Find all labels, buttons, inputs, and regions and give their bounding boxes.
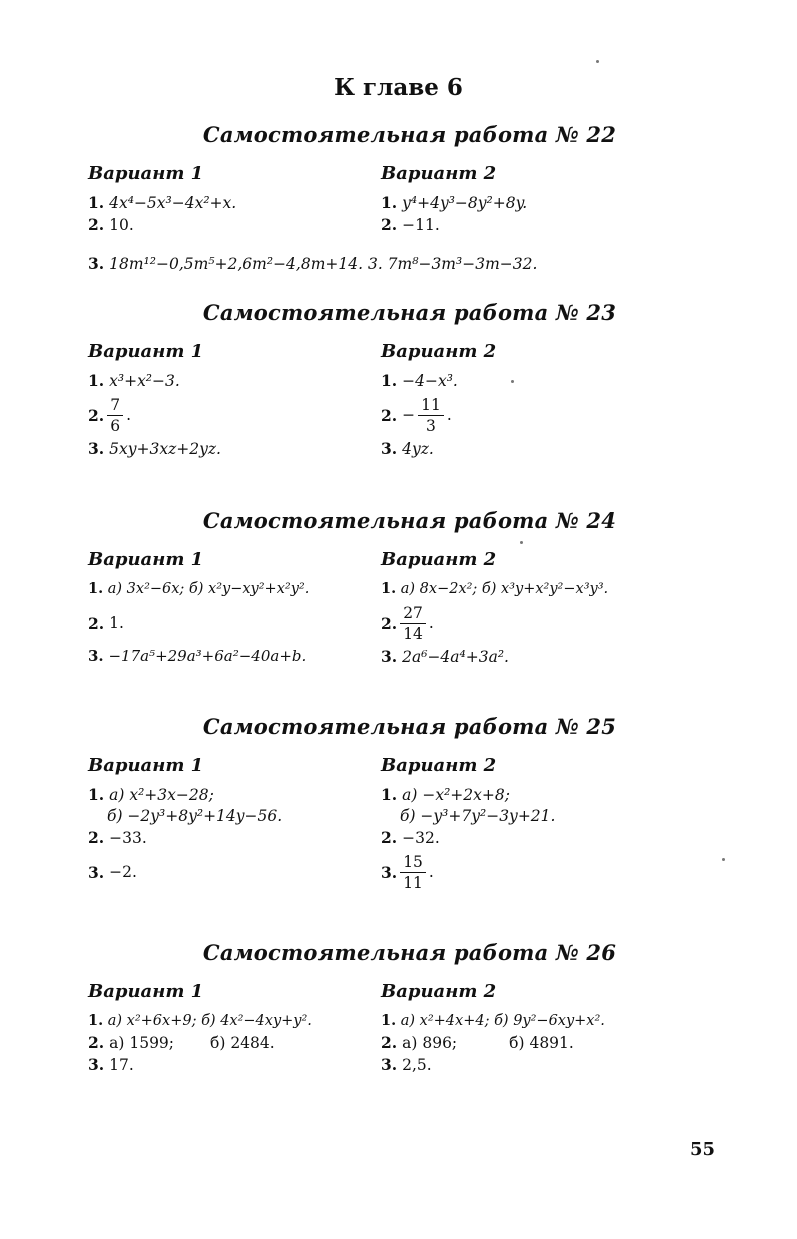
answer-1: 1. x³+x²−3. <box>88 371 180 390</box>
answer-2: 2. $\frac{7}{6}$ . <box>88 395 131 435</box>
answer-3-row: 3. 18m¹²−0,5m⁵+2,6m²−4,8m+14. 3. 7m⁸−3m³−3m−32. <box>88 254 538 273</box>
scan-speck <box>520 541 523 544</box>
answer-2: 2. − $\frac{11}{3}$ . <box>381 395 452 435</box>
page-number: 55 <box>690 1139 716 1160</box>
answer-3: 3. 2,5. <box>381 1055 432 1074</box>
variant-1-label: Вариант 1 <box>88 755 204 776</box>
fraction: $\frac{7}{6}$ <box>107 395 123 436</box>
variant-1-label: Вариант 1 <box>88 163 204 184</box>
variant-1-label: Вариант 1 <box>88 981 204 1002</box>
variant-1-label: Вариант 1 <box>88 549 204 570</box>
variant-2-label: Вариант 2 <box>381 549 497 570</box>
fraction: $\frac{27}{14}$ <box>400 603 426 644</box>
answer-1b: б) −2y³+8y²+14y−56. <box>107 807 283 825</box>
variant-1-column <box>88 341 408 460</box>
variant-1-column <box>88 549 408 667</box>
answer-3: 3. −17a⁵+29a³+6a²−40a+b. <box>88 647 307 665</box>
answer-1: 1. а) x²+4x+4; б) 9y²−6xy+x². <box>381 1012 605 1029</box>
variant-2-column <box>381 549 701 668</box>
answer-1: 1. 4x⁴−5x³−4x²+x. <box>88 193 237 212</box>
answer-1b: б) −y³+7y²−3y+21. <box>400 807 556 825</box>
answer-2: 2. 10. <box>88 215 134 234</box>
variant-2-label: Вариант 2 <box>381 755 497 776</box>
answer-1a: 1. а) x²+3x−28; <box>88 785 214 804</box>
variant-1-label: Вариант 1 <box>88 341 204 362</box>
scan-speck <box>722 858 725 861</box>
variant-1-column <box>88 755 408 895</box>
answer-3: 3. 5xy+3xz+2yz. <box>88 439 221 458</box>
answer-3: 3. 4yz. <box>381 439 434 458</box>
section-25 <box>0 714 797 975</box>
variant-1-column <box>88 163 408 236</box>
answer-2: 2. $\frac{27}{14}$ . <box>381 603 434 643</box>
variant-2-column <box>381 981 701 1076</box>
chapter-title: К главе 6 <box>334 74 463 101</box>
answer-2: 2. 1. <box>88 613 124 633</box>
answer-2: 2. −11. <box>381 215 440 234</box>
answer-1: 1. а) 8x−2x²; б) x³y+x²y²−x³y³. <box>381 580 609 597</box>
variant-2-label: Вариант 2 <box>381 341 497 362</box>
fraction: $\frac{11}{3}$ <box>418 395 444 436</box>
variant-2-label: Вариант 2 <box>381 981 497 1002</box>
answer-2: 2. −32. <box>381 828 440 847</box>
answer-1: 1. y⁴+4y³−8y²+8y. <box>381 193 528 212</box>
answer-3: 3. −2. <box>88 862 137 882</box>
answer-3: 3. 17. <box>88 1055 134 1074</box>
answer-3: 3. 2a⁶−4a⁴+3a². <box>381 647 509 666</box>
scan-speck <box>596 60 599 63</box>
section-title: Самостоятельная работа № 26 <box>202 940 617 965</box>
variant-2-label: Вариант 2 <box>381 163 497 184</box>
answer-1: 1. −4−x³. <box>381 371 458 390</box>
section-title: Самостоятельная работа № 24 <box>202 508 617 533</box>
answer-1a: 1. а) −x²+2x+8; <box>381 785 510 804</box>
scan-speck <box>511 380 514 383</box>
fraction: $\frac{15}{11}$ <box>400 852 426 893</box>
answer-2: 2. а) 896; б) 4891. <box>381 1033 574 1052</box>
section-title: Самостоятельная работа № 25 <box>202 714 617 739</box>
answer-2: 2. а) 1599; б) 2484. <box>88 1033 275 1052</box>
answer-2: 2. −33. <box>88 828 147 847</box>
section-title: Самостоятельная работа № 22 <box>202 122 617 147</box>
answer-1: 1. а) x²+6x+9; б) 4x²−4xy+y². <box>88 1012 312 1029</box>
section-26 <box>0 940 797 1201</box>
variant-2-column <box>381 341 701 460</box>
variant-2-column <box>381 755 701 895</box>
answer-1: 1. а) 3x²−6x; б) x²y−xy²+x²y². <box>88 580 310 597</box>
answer-3: 3. $\frac{15}{11}$ . <box>381 852 434 892</box>
variant-2-column <box>381 163 701 236</box>
section-title: Самостоятельная работа № 23 <box>202 300 617 325</box>
variant-1-column <box>88 981 408 1076</box>
